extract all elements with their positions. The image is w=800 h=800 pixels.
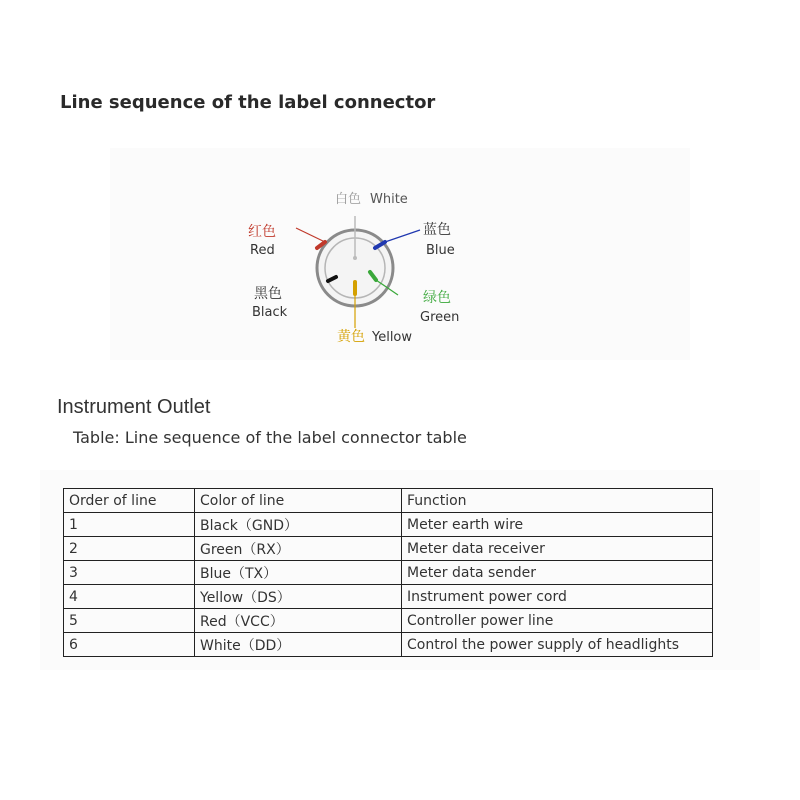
cell-function: Instrument power cord [402,585,713,609]
cell-color: Red（VCC） [195,609,402,633]
table-row [64,609,713,633]
cell-order: 4 [64,585,195,609]
table-row [64,513,713,537]
cell-color: Green（RX） [195,537,402,561]
cell-order: 1 [64,513,195,537]
header-color: Color of line [195,489,402,513]
table-caption: Table: Line sequence of the label connector table [73,428,467,447]
cell-color: Yellow（DS） [195,585,402,609]
cell-function: Controller power line [402,609,713,633]
cell-color: Blue（TX） [195,561,402,585]
table-header-row [64,489,713,513]
line-sequence-table [63,488,713,657]
connector-diagram [230,178,480,350]
page-title: Line sequence of the label connector [60,92,436,113]
cell-order: 2 [64,537,195,561]
pin-red-cn: 红色 [248,224,276,240]
pin-white-en: White [370,192,408,207]
pin-black-en: Black [252,305,288,320]
header-function: Function [402,489,713,513]
pin-green-cn: 绿色 [423,290,451,306]
pin-black-cn: 黑色 [254,286,282,302]
table-row [64,633,713,657]
pin-yellow-en: Yellow [372,330,413,345]
pin-green-en: Green [420,310,460,325]
pin-red-en: Red [250,243,275,258]
cell-order: 6 [64,633,195,657]
cell-function: Control the power supply of headlights [402,633,713,657]
pin-yellow-cn: 黄色 [337,329,365,345]
pin-red [248,224,325,258]
cell-function: Meter earth wire [402,513,713,537]
cell-order: 5 [64,609,195,633]
pin-blue-cn: 蓝色 [423,222,451,238]
outlet-heading: Instrument Outlet [57,396,211,418]
cell-color: Black（GND） [195,513,402,537]
table-row [64,585,713,609]
cell-color: White（DD） [195,633,402,657]
pin-blue-en: Blue [426,243,455,258]
table-row [64,561,713,585]
cell-function: Meter data receiver [402,537,713,561]
pin-white-cn: 白色 [335,192,362,207]
cell-order: 3 [64,561,195,585]
cell-function: Meter data sender [402,561,713,585]
header-order: Order of line [64,489,195,513]
table-row [64,537,713,561]
